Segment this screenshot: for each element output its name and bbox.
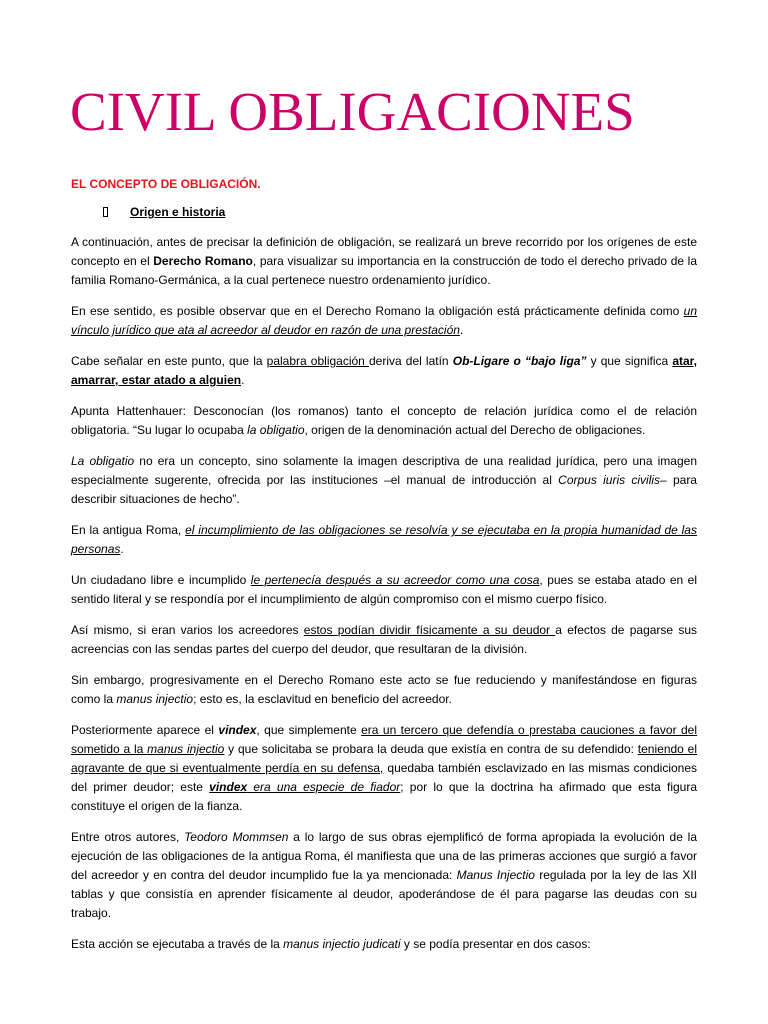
paragraph-3 (71, 352, 697, 390)
paragraph-8 (71, 621, 697, 659)
paragraph-2 (71, 302, 697, 340)
text: Entre otros autores, (71, 830, 185, 844)
text: Así mismo, si eran varios los acreedores (71, 623, 304, 637)
emphasis-text: Ob-Ligare o “bajo liga” (452, 354, 587, 368)
section-heading: EL CONCEPTO DE OBLIGACIÓN. (71, 177, 261, 191)
text: – para describir situaciones de hecho”. (71, 473, 697, 506)
paragraph-12 (71, 935, 697, 954)
text: Posteriormente aparece el (71, 723, 219, 737)
italic-text: la obligatio (247, 423, 305, 437)
emphasis-text: manus injectio (147, 742, 225, 756)
italic-text: Corpus iuris civilis (558, 473, 661, 487)
text: En la antigua Roma, (71, 523, 186, 537)
emphasis-text: atar, amarrar, estar atado a alguien (71, 354, 698, 387)
emphasis-text: era una especie de fiador (247, 780, 401, 794)
text: . (120, 542, 124, 556)
italic-text: manus injectio (116, 692, 194, 706)
emphasis-text: vindex (218, 723, 257, 737)
text: , para visualizar su importancia en la construcción de todo el derecho privado de la familia Romano-Germánica, a la cual pertenece nuestro ordenamiento jurídico. (71, 254, 698, 287)
text: regulada por la ley de las XII tablas y que consistía en aprender físicamente al deudor, apoderándose de él para pagarse las deudas con su trabajo. (71, 868, 697, 920)
text: , que simplemente (256, 723, 362, 737)
document-title: CIVIL OBLIGACIONES (70, 81, 635, 142)
paragraph-5 (71, 452, 697, 509)
text: . (459, 323, 464, 337)
paragraph-6 (71, 521, 697, 559)
text: A continuación, antes de precisar la definición de obligación, se realizará un breve recorrido por los orígenes de este concepto en el (71, 235, 697, 268)
text: a efectos de pagarse sus acreencias con las sendas partes del cuerpo del deudor, que resultaran de la división. (71, 623, 697, 656)
italic-text: Manus Injectio (456, 868, 535, 882)
text: y que solicitaba se probara la deuda que existía en contra de su defendido: (224, 742, 638, 756)
emphasis-text: el incumplimiento de las obligaciones se resolvía y se ejecutaba en la propia humanidad de las personas (71, 523, 697, 556)
paragraph-1 (71, 233, 697, 290)
text: Un ciudadano libre e incumplido (71, 573, 251, 587)
text: Sin embargo, progresivamente en el Derecho Romano este acto se fue reduciendo y manifestándose en figuras como la (71, 673, 697, 706)
text: no era un concepto, sino solamente la imagen descriptiva de una realidad jurídica, pero una imagen especialmente sugerente, ofrecida por las instituciones –el manual de introducción al (71, 454, 697, 487)
emphasis-text: vindex (209, 780, 248, 794)
text: , pues se estaba atado en el sentido literal y se respondía por el incumplimiento de algún compromiso con el mismo cuerpo físico. (71, 573, 698, 606)
bold-text: Derecho Romano (153, 254, 253, 268)
text: y se podía presentar en dos casos: (400, 937, 591, 951)
document-body (71, 233, 697, 966)
paragraph-11 (71, 828, 697, 923)
italic-text: manus injectio judicati (283, 937, 401, 951)
text: y que significa (586, 354, 673, 368)
paragraph-9 (71, 671, 697, 709)
paragraph-7 (71, 571, 697, 609)
square-bullet-icon (103, 207, 108, 217)
underlined-text: palabra obligación (266, 354, 369, 368)
subheading-row (103, 204, 225, 220)
text: deriva del latín (368, 354, 453, 368)
subheading: Origen e historia (130, 205, 226, 219)
paragraph-10 (71, 721, 697, 816)
emphasis-text: un vínculo jurídico que ata al acreedor al deudor en razón de una prestación (71, 304, 697, 337)
text: Cabe señalar en este punto, que la (71, 354, 267, 368)
text: , origen de la denominación actual del Derecho de obligaciones. (304, 423, 646, 437)
text: Apunta Hattenhauer: Desconocían (los romanos) tanto el concepto de relación jurídica como el de relación obligatoria. “Su lugar lo ocupaba (71, 404, 697, 437)
text: . (241, 373, 245, 387)
text: a lo largo de sus obras ejemplificó de forma apropiada la evolución de la ejecución de las obligaciones de la antigua Roma, él manifiesta que una de las primeras acciones que surgió a favor del acreedor y en contra del deudor incumplido fue la ya mencionada: (71, 830, 697, 882)
italic-text: La obligatio (71, 454, 135, 468)
text: ; por lo que la doctrina ha afirmado que esta figura constituye el origen de la fianza. (71, 780, 698, 813)
italic-text: Teodoro Mommsen (184, 830, 289, 844)
underlined-text: era un tercero que defendía o prestaba cauciones a favor del sometido a la (71, 723, 698, 756)
text: Esta acción se ejecutaba a través de la (71, 937, 284, 951)
text: En ese sentido, es posible observar que en el Derecho Romano la obligación está prácticamente definida como (71, 304, 684, 318)
text: quedaba también esclavizado en las mismas condiciones del primer deudor; este (71, 761, 698, 794)
underlined-text: teniendo el agravante de que si eventualmente perdía en su defensa, (71, 742, 697, 775)
underlined-text: estos podían dividir físicamente a su deudor (303, 623, 556, 637)
text: ; esto es, la esclavitud en beneficio del acreedor. (193, 692, 452, 706)
paragraph-4 (71, 402, 697, 440)
emphasis-text: le pertenecía después a su acreedor como una cosa (250, 573, 540, 587)
